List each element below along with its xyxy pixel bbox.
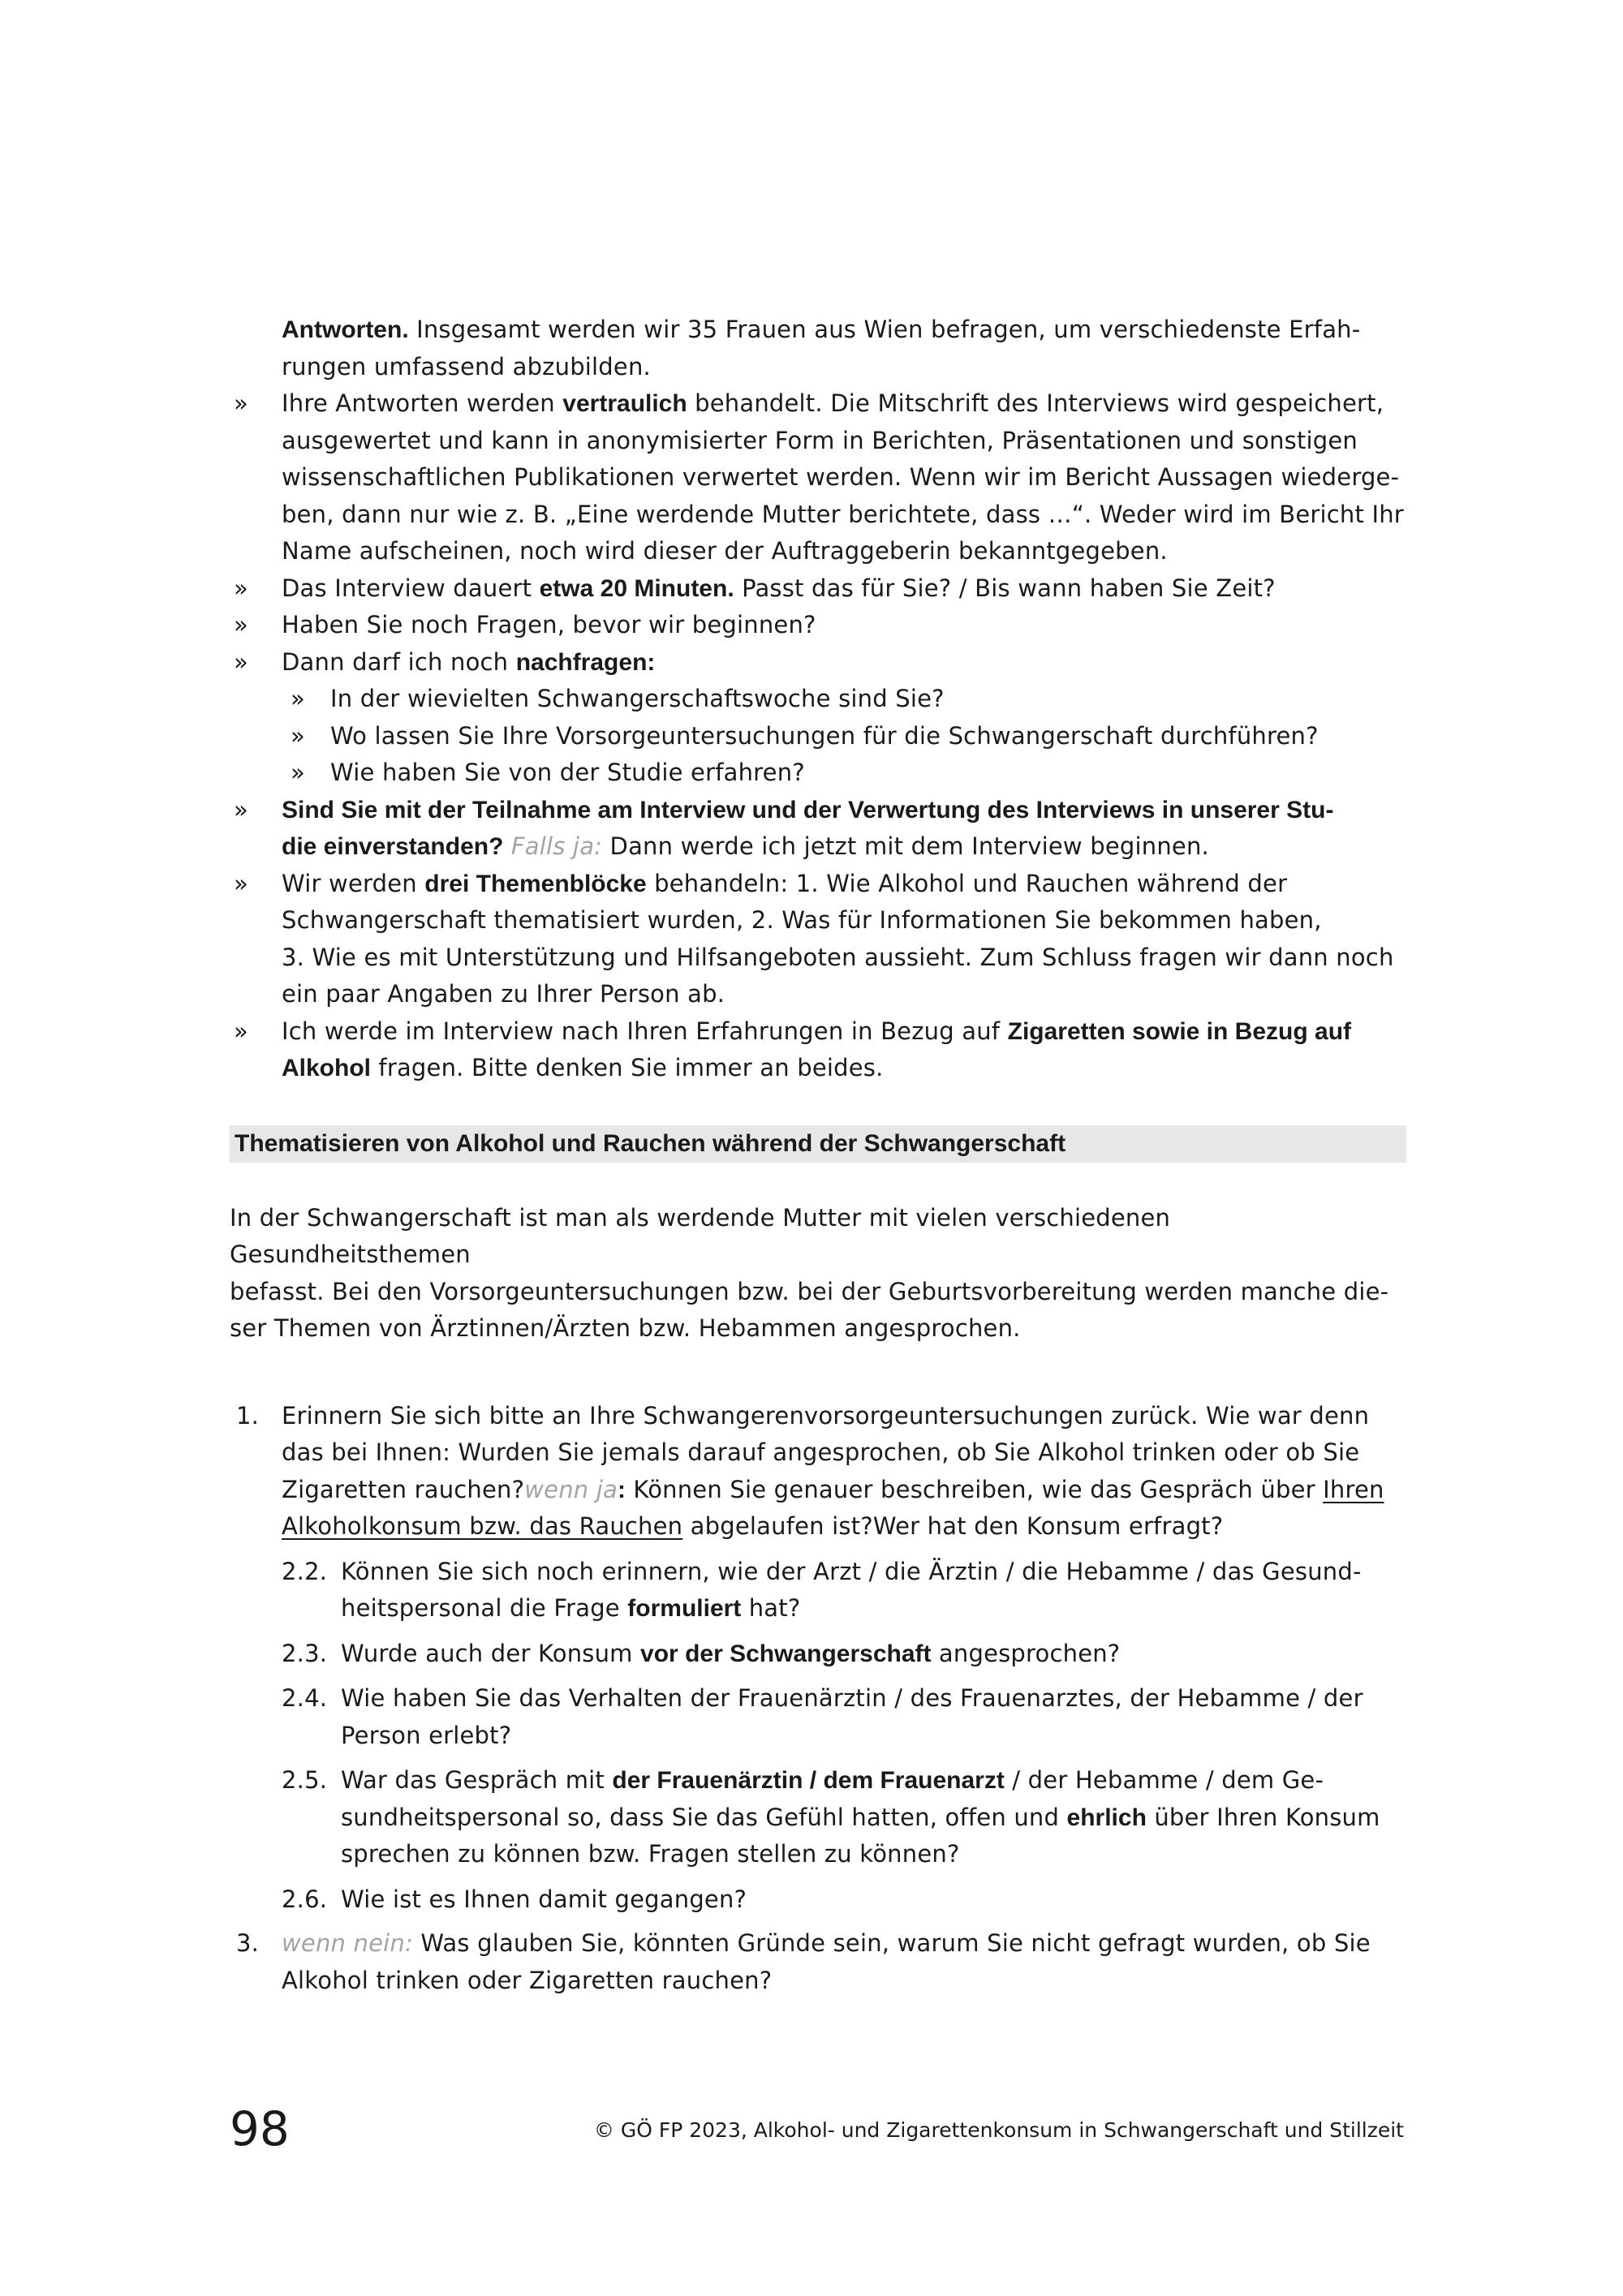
interviewer-note: wenn nein: — [282, 1929, 413, 1957]
question-list — [230, 1398, 1406, 2000]
section-heading: Thematisieren von Alkohol und Rauchen während der Schwangerschaft — [230, 1125, 1406, 1163]
bullet-consent: » Sind Sie mit der Teilnahme am Interview und der Verwertung des Interviews in unserer Stu- die einverstanden? Falls ja: Dann werde ich jetzt mit dem Interview beginnen. — [230, 792, 1406, 866]
bullet-marker: » — [234, 647, 248, 676]
bold-text: Antworten. — [282, 316, 409, 343]
question-3: 3. wenn nein: Was glauben Sie, könnten Gründe sein, warum Sie nicht gefragt wurden, ob Sie Alkohol trinken oder Zigaretten rauchen? — [230, 1925, 1406, 1999]
bullet-follow-up: » Dann darf ich noch nachfragen: — [230, 644, 1406, 681]
sub-bullet: » Wo lassen Sie Ihre Vorsorgeuntersuchungen für die Schwangerschaft durchführen? — [230, 718, 1406, 755]
bullet-questions: » Haben Sie noch Fragen, bevor wir beginnen? — [230, 607, 1406, 644]
sub-bullet: » Wie haben Sie von der Studie erfahren? — [230, 755, 1406, 792]
bullet-duration: » Das Interview dauert etwa 20 Minuten. Passt das für Sie? / Bis wann haben Sie Zeit? — [230, 570, 1406, 608]
sub-bullet: » In der wievielten Schwangerschaftswoche sind Sie? — [230, 681, 1406, 718]
question-2-5: 2.5. War das Gespräch mit der Frauenärztin / dem Frauenarzt / der Hebamme / dem Ge- sundheitspersonal so, dass Sie das Gefühl hatten, offen und ehrlich über Ihren Konsum sprechen zu können bzw. Fragen stellen zu können? — [230, 1762, 1406, 1873]
bullet-confidentiality: » Ihre Antworten werden vertraulich behandelt. Die Mitschrift des Interviews wird gespeichert, ausgewertet und kann in anonymisierter Form in Berichten, Präsentationen und sonstigen wissenschaftlichen Publikationen verwertet werden. Wenn wir im Bericht Aussagen wiederge- ben, dann nur wie z. B. „Eine werdende Mutter berichtete, dass …“. Weder wird im Bericht Ihr Name aufscheinen, noch wird dieser der Auftraggeberin bekanntgegeben. — [230, 385, 1406, 570]
question-number: 2.4. — [282, 1684, 328, 1712]
bullet-marker: » — [291, 759, 305, 786]
bullet-continuation: Antworten. Insgesamt werden wir 35 Frauen aus Wien befragen, um verschiedenste Erfah- rungen umfassend abzubilden. — [282, 316, 1361, 381]
question-2-2: 2.2. Können Sie sich noch erinnern, wie der Arzt / die Ärztin / die Hebamme / das Gesund- heitspersonal die Frage formuliert hat? — [230, 1554, 1406, 1627]
question-number: 1. — [236, 1401, 260, 1430]
interviewer-note: wenn ja — [524, 1475, 618, 1503]
bullet-both-substances: » Ich werde im Interview nach Ihren Erfahrungen in Bezug auf Zigaretten sowie in Bezug auf Alkohol fragen. Bitte denken Sie immer an beides. — [230, 1013, 1406, 1087]
bullet-marker: » — [234, 574, 248, 602]
page-content — [230, 312, 1406, 1999]
bullet-topic-blocks: » Wir werden drei Themenblöcke behandeln: 1. Wie Alkohol und Rauchen während der Schwangerschaft thematisiert wurden, 2. Was für Informationen Sie bekommen haben, 3. Wie es mit Unterstützung und Hilfsangeboten aussieht. Zum Schluss fragen wir dann noch ein paar Angaben zu Ihrer Person ab. — [230, 866, 1406, 1013]
question-2-3: 2.3. Wurde auch der Konsum vor der Schwangerschaft angesprochen? — [230, 1636, 1406, 1673]
page-number: 98 — [230, 2101, 290, 2156]
bullet-marker: » — [234, 795, 248, 823]
bullet-marker: » — [234, 869, 248, 897]
bullet-marker: » — [291, 685, 305, 712]
question-number: 2.6. — [282, 1885, 328, 1913]
page-footer — [230, 2096, 1406, 2161]
bullet-marker: » — [234, 389, 248, 417]
question-number: 2.2. — [282, 1557, 328, 1585]
bullet-marker: » — [234, 611, 248, 638]
question-2-6: 2.6. Wie ist es Ihnen damit gegangen? — [230, 1881, 1406, 1919]
question-2-4: 2.4. Wie haben Sie das Verhalten der Frauenärztin / des Frauenarztes, der Hebamme / der Person erlebt? — [230, 1680, 1406, 1754]
question-1: 1. Erinnern Sie sich bitte an Ihre Schwangerenvorsorgeuntersuchungen zurück. Wie war denn das bei Ihnen: Wurden Sie jemals darauf angesprochen, ob Sie Alkohol trinken oder ob Sie Zigaretten rauchen?wenn ja: Können Sie genauer beschreiben, wie das Gespräch über Ihren Alkoholkonsum bzw. das Rauchen abgelaufen ist?Wer hat den Konsum erfragt? — [230, 1398, 1406, 1546]
bullet-marker: » — [291, 721, 305, 750]
copyright-notice: © GÖ FP 2023, Alkohol- und Zigarettenkonsum in Schwangerschaft und Stillzeit — [593, 2118, 1404, 2142]
bullet-marker: » — [234, 1017, 248, 1045]
interviewer-note: Falls ja: — [510, 832, 603, 860]
question-number: 2.3. — [282, 1639, 328, 1667]
question-number: 2.5. — [282, 1766, 328, 1794]
section-intro-paragraph: In der Schwangerschaft ist man als werdende Mutter mit vielen verschiedenen Gesundheitsthemen befasst. Bei den Vorsorgeuntersuchungen bzw. bei der Geburtsvorbereitung werden manche die- ser Themen von Ärztinnen/Ärzten bzw. Hebammen angesprochen. — [230, 1203, 1389, 1342]
question-number: 3. — [236, 1929, 260, 1957]
